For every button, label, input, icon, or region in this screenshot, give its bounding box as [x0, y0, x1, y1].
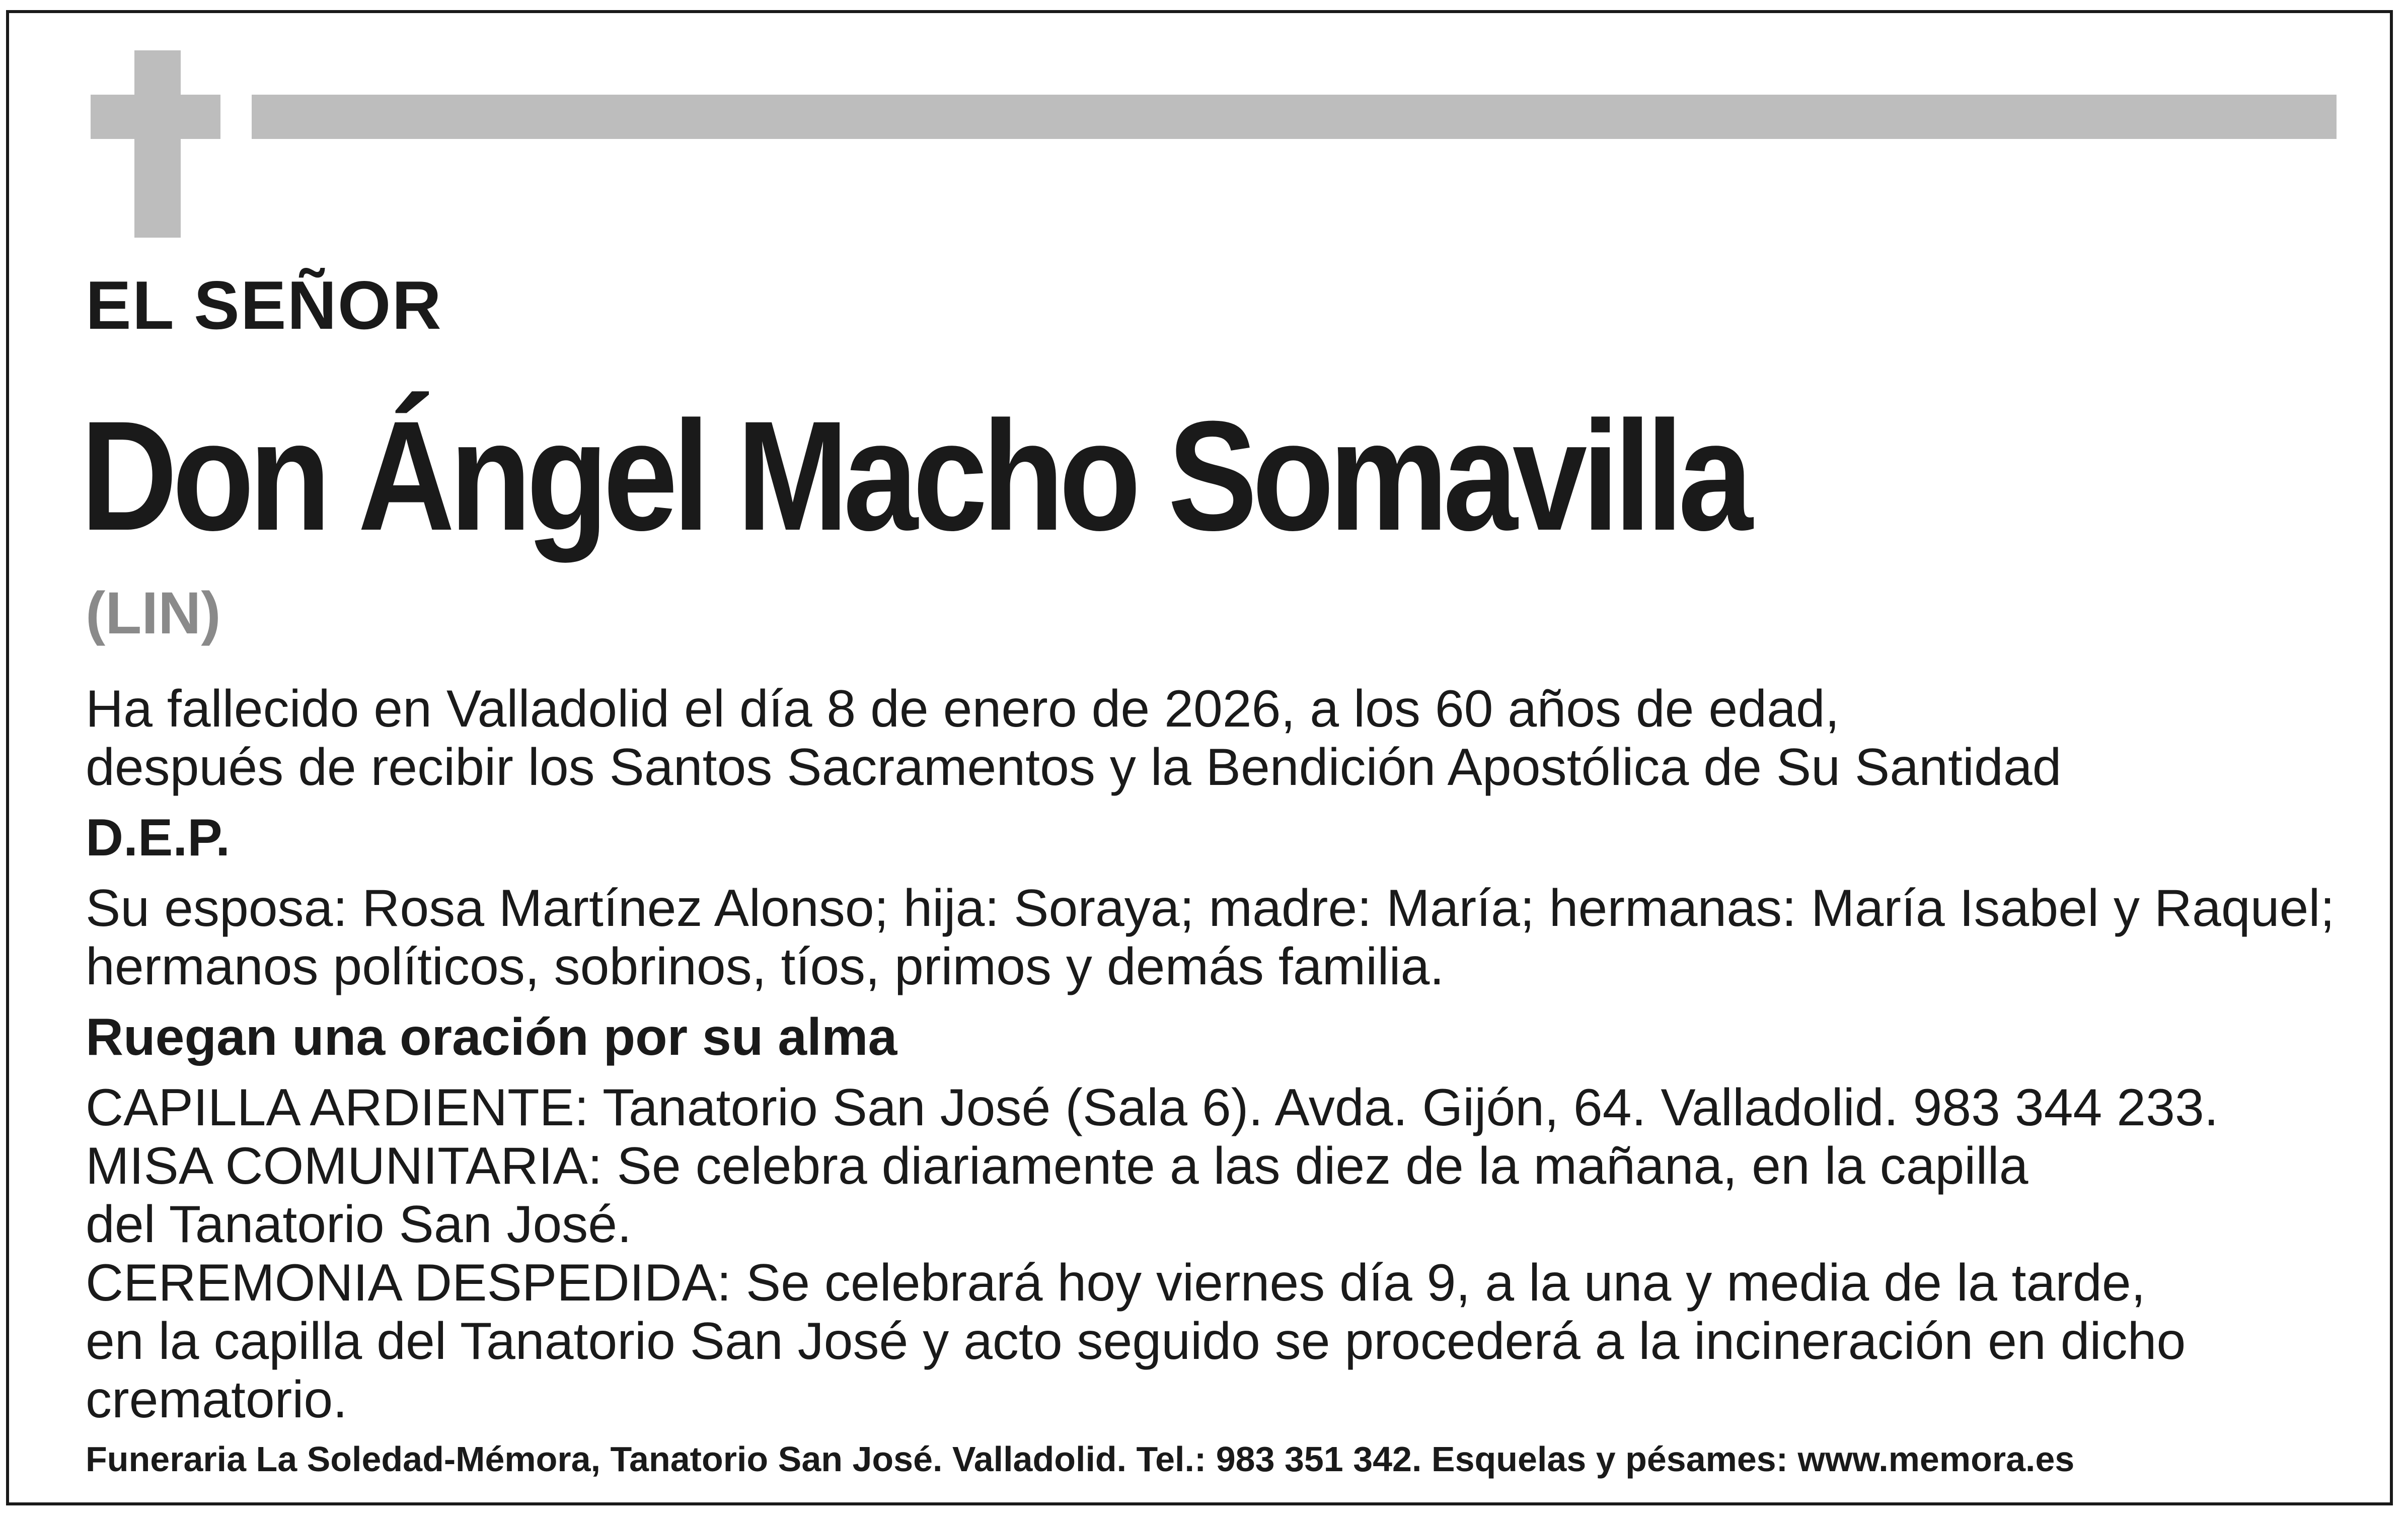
service-line: del Tanatorio San José. [86, 1195, 632, 1254]
family-line: Su esposa: Rosa Martínez Alonso; hija: Soraya; madre: María; hermanas: María Isabel y Raquel; [86, 879, 2335, 937]
notice-body [86, 680, 2351, 1429]
dep-heading: D.E.P. [86, 809, 231, 867]
service-line: en la capilla del Tanatorio San José y acto seguido se procederá a la incineración en dicho [86, 1312, 2186, 1370]
salutation: EL SEÑOR [86, 267, 442, 343]
family-list [86, 879, 2351, 996]
funeral-home-footer: Funeraria La Soledad-Mémora, Tanatorio San José. Valladolid. Tel.: 983 351 342. Esquelas y pésames: www.memora.es [86, 1439, 2075, 1479]
family-line: hermanos políticos, sobrinos, tíos, primos y demás familia. [86, 937, 1445, 996]
prayer-heading: Ruegan una oración por su alma [86, 1008, 897, 1066]
death-line: después de recibir los Santos Sacramentos y la Bendición Apostólica de Su Santidad [86, 738, 2062, 797]
header-rule [252, 95, 2337, 139]
cross-icon-arm [91, 95, 220, 139]
nickname: (LIN) [86, 580, 221, 646]
service-line: CEREMONIA DESPEDIDA: Se celebrará hoy viernes día 9, a la una y media de la tarde, [86, 1254, 2146, 1312]
deceased-name: Don Ángel Macho Somavilla [81, 388, 1748, 563]
cross-icon [134, 50, 181, 238]
service-line: MISA COMUNITARIA: Se celebra diariamente a las diez de la mañana, en la capilla [86, 1137, 2028, 1195]
death-announcement [86, 680, 2351, 797]
service-line: CAPILLA ARDIENTE: Tanatorio San José (Sala 6). Avda. Gijón, 64. Valladolid. 983 344 233. [86, 1078, 2219, 1137]
service-line: crematorio. [86, 1370, 348, 1429]
service-details [86, 1078, 2351, 1429]
death-line: Ha fallecido en Valladolid el día 8 de enero de 2026, a los 60 años de edad, [86, 680, 1840, 738]
